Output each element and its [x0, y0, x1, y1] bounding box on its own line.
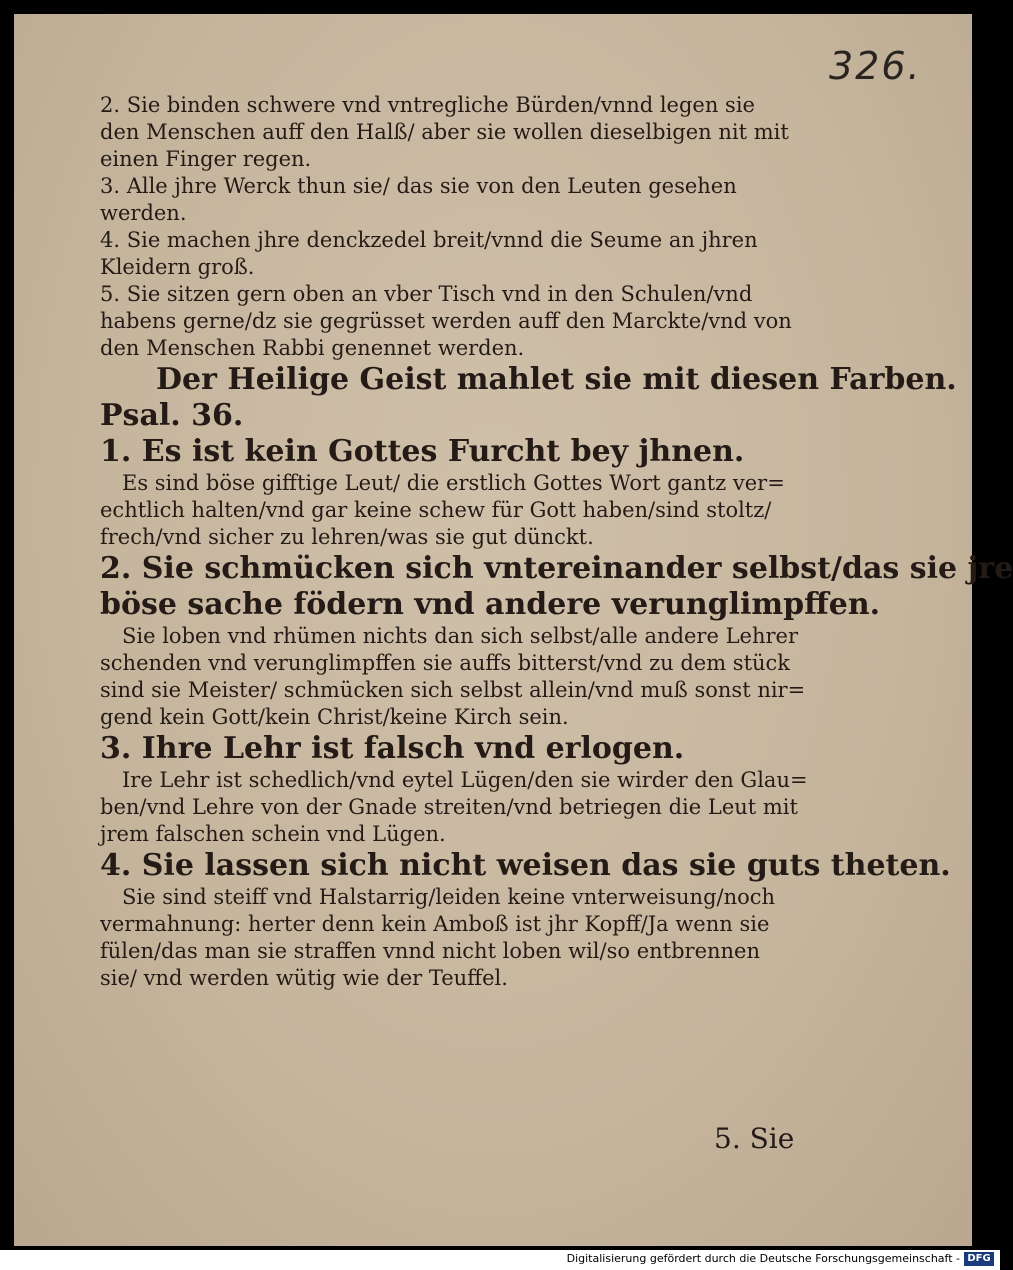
- catchword: 5. Sie: [714, 1122, 795, 1155]
- text-line: echtlich halten/vnd gar keine schew für Gott haben/sind stoltz/: [100, 498, 772, 522]
- page-text: [100, 92, 1013, 992]
- text-line: sind sie Meister/ schmücken sich selbst allein/vnd muß sonst nir=: [100, 678, 806, 702]
- text-line: 4. Sie machen jhre denckzedel breit/vnnd die Seume an jhren: [100, 228, 758, 252]
- text-line: vermahnung: herter denn kein Amboß ist jhr Kopff/Ja wenn sie: [100, 912, 770, 936]
- scanned-page: [14, 14, 1013, 1246]
- text-line: 4. Sie lassen sich nicht weisen das sie guts theten.: [100, 848, 951, 883]
- text-line: 5. Sie sitzen gern oben an vber Tisch vnd in den Schulen/vnd: [100, 282, 753, 306]
- funding-note: Digitalisierung gefördert durch die Deutsche Forschungsgemeinschaft -: [566, 1252, 960, 1265]
- text-line: habens gerne/dz sie gegrüsset werden auff den Marckte/vnd von: [100, 309, 792, 333]
- page-number: 326.: [829, 44, 922, 88]
- text-line: schenden vnd verunglimpffen sie auffs bitterst/vnd zu dem stück: [100, 651, 791, 675]
- dfg-logo: DFG: [964, 1252, 994, 1266]
- text-line: den Menschen auff den Halß/ aber sie wollen dieselbigen nit mit: [100, 120, 789, 144]
- text-line: Der Heilige Geist mahlet sie mit diesen Farben.: [156, 362, 957, 397]
- footer-bar: [0, 1250, 1000, 1270]
- text-line: 1. Es ist kein Gottes Furcht bey jhnen.: [100, 434, 745, 469]
- text-line: 3. Alle jhre Werck thun sie/ das sie von den Leuten gesehen: [100, 174, 737, 198]
- text-line: werden.: [100, 201, 187, 225]
- text-line: 2. Sie schmücken sich vntereinander selbst/das sie jre: [100, 551, 1013, 586]
- text-line: Sie loben vnd rhümen nichts dan sich selbst/alle andere Lehrer: [122, 624, 798, 648]
- text-line: böse sache födern vnd andere verunglimpffen.: [100, 587, 881, 622]
- text-line: Psal. 36.: [100, 398, 244, 433]
- text-line: Es sind böse gifftige Leut/ die erstlich Gottes Wort gantz ver=: [122, 471, 785, 495]
- text-line: 2. Sie binden schwere vnd vntregliche Bürden/vnnd legen sie: [100, 93, 755, 117]
- text-line: einen Finger regen.: [100, 147, 312, 171]
- text-line: sie/ vnd werden wütig wie der Teuffel.: [100, 966, 508, 990]
- text-line: ben/vnd Lehre von der Gnade streiten/vnd betriegen die Leut mit: [100, 795, 798, 819]
- text-line: frech/vnd sicher zu lehren/was sie gut dünckt.: [100, 525, 594, 549]
- text-line: jrem falschen schein vnd Lügen.: [100, 822, 446, 846]
- text-line: fülen/das man sie straffen vnnd nicht loben wil/so entbrennen: [100, 939, 760, 963]
- text-line: Sie sind steiff vnd Halstarrig/leiden keine vnterweisung/noch: [122, 885, 776, 909]
- text-line: Kleidern groß.: [100, 255, 255, 279]
- text-line: Ire Lehr ist schedlich/vnd eytel Lügen/den sie wirder den Glau=: [122, 768, 808, 792]
- text-line: 3. Ihre Lehr ist falsch vnd erlogen.: [100, 731, 685, 766]
- text-line: den Menschen Rabbi genennet werden.: [100, 336, 525, 360]
- text-line: gend kein Gott/kein Christ/keine Kirch sein.: [100, 705, 569, 729]
